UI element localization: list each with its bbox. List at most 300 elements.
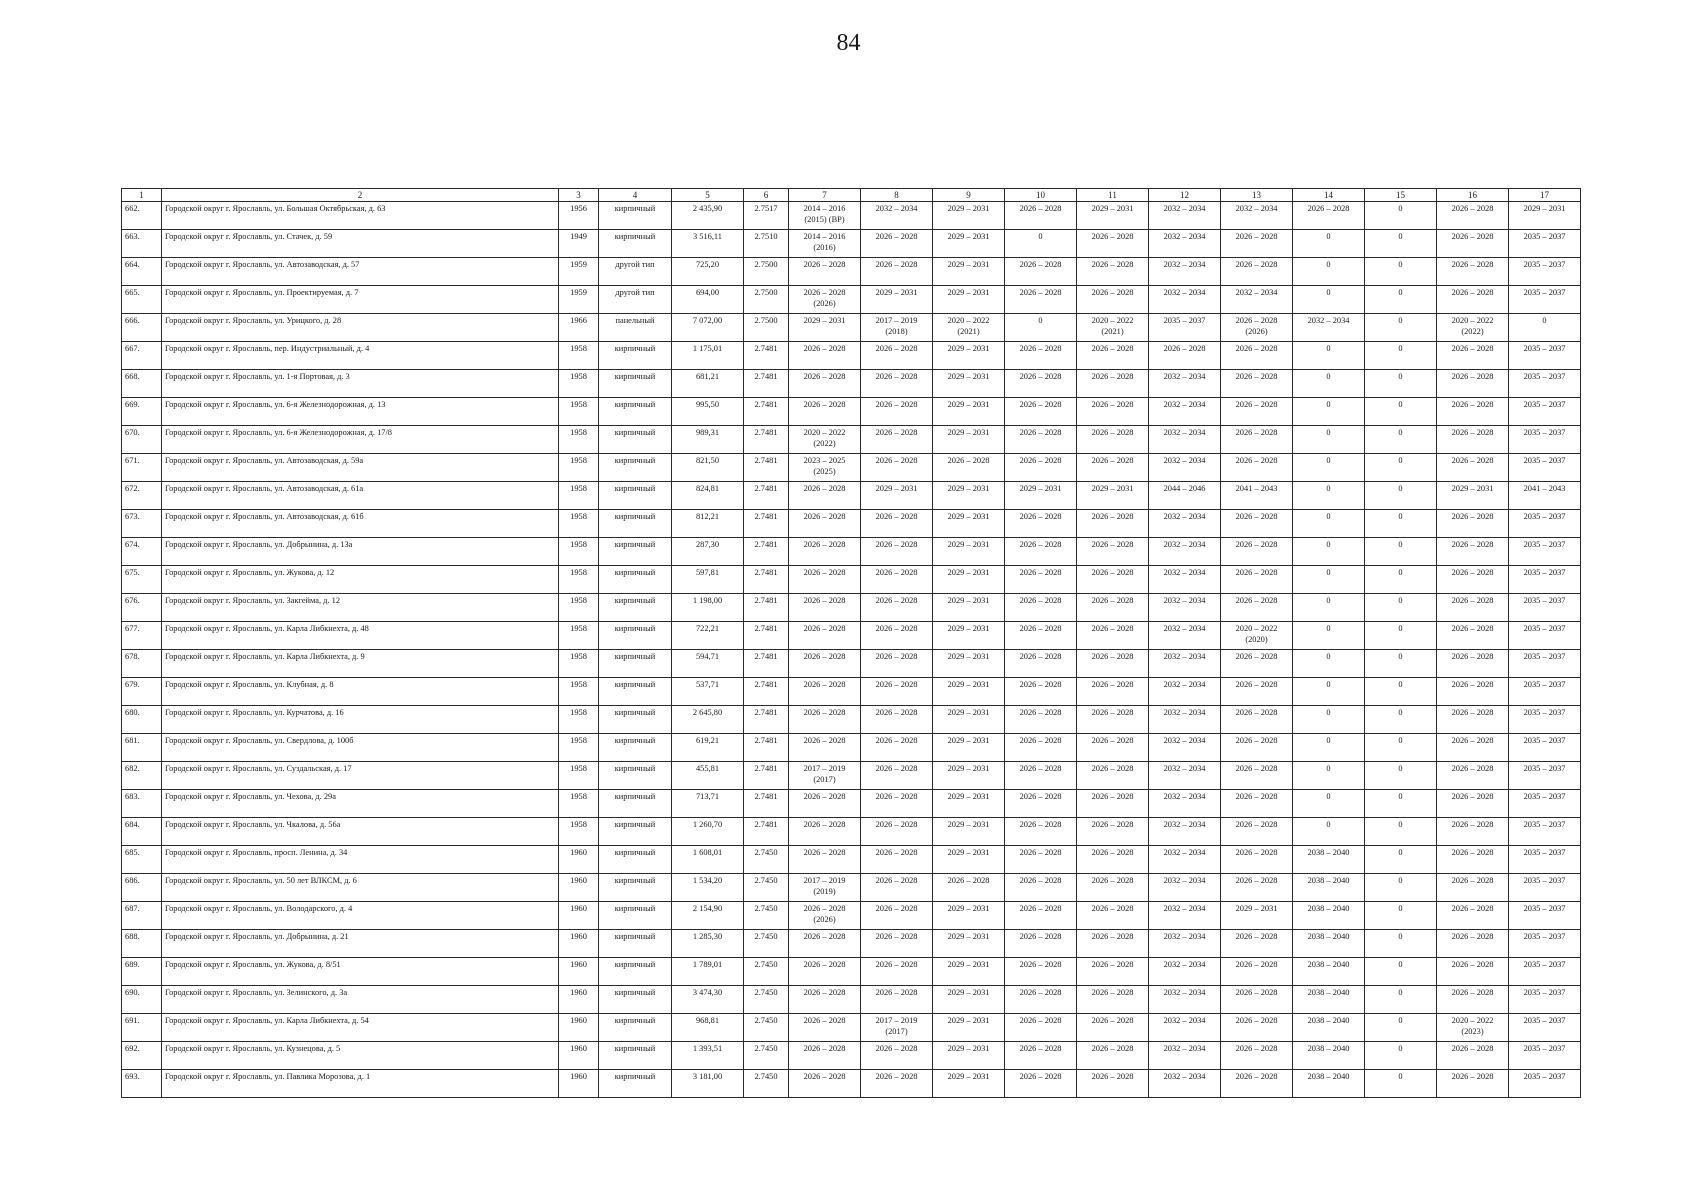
table-cell-col-16: 2026 – 2028 (1437, 818, 1509, 846)
table-cell-col-16: 2026 – 2028 (1437, 1070, 1509, 1098)
table-cell-col-11: 2026 – 2028 (1077, 258, 1149, 286)
table-cell-col-2: Городской округ г. Ярославль, ул. Павлика Морозова, д. 1 (162, 1070, 559, 1098)
table-cell-col-5: 455,81 (672, 762, 744, 790)
table-cell-col-3: 1959 (559, 258, 599, 286)
table-row (122, 706, 1581, 734)
table-cell-col-12: 2032 – 2034 (1149, 230, 1221, 258)
table-cell-col-5: 821,50 (672, 454, 744, 482)
table-cell-col-13: 2026 – 2028 (1221, 258, 1293, 286)
table-cell-col-7: 2026 – 2028 (789, 734, 861, 762)
table-cell-col-11: 2026 – 2028 (1077, 958, 1149, 986)
table-cell-col-7: 2014 – 2016 (2016) (789, 230, 861, 258)
table-cell-col-7: 2026 – 2028 (2026) (789, 902, 861, 930)
table-cell-col-3: 1958 (559, 538, 599, 566)
table-cell-col-6: 2.7500 (744, 286, 789, 314)
table-cell-col-2: Городской округ г. Ярославль, ул. Добрынина, д. 21 (162, 930, 559, 958)
table-cell-col-12: 2032 – 2034 (1149, 986, 1221, 1014)
table-cell-col-6: 2.7481 (744, 818, 789, 846)
table-cell-col-8: 2026 – 2028 (861, 622, 933, 650)
table-cell-col-13: 2026 – 2028 (1221, 986, 1293, 1014)
table-cell-col-1: 667. (122, 342, 162, 370)
table-cell-col-4: кирпичный (599, 678, 672, 706)
table-row (122, 846, 1581, 874)
table-cell-col-14: 2038 – 2040 (1293, 958, 1365, 986)
table-cell-col-4: кирпичный (599, 790, 672, 818)
table-cell-col-3: 1960 (559, 902, 599, 930)
table-cell-col-10: 2026 – 2028 (1005, 538, 1077, 566)
table-cell-col-13: 2026 – 2028 (1221, 706, 1293, 734)
table-cell-col-2: Городской округ г. Ярославль, ул. Кузнецова, д. 5 (162, 1042, 559, 1070)
table-cell-col-16: 2026 – 2028 (1437, 230, 1509, 258)
table-cell-col-7: 2026 – 2028 (789, 930, 861, 958)
table-cell-col-12: 2032 – 2034 (1149, 622, 1221, 650)
table-cell-col-8: 2026 – 2028 (861, 958, 933, 986)
table-cell-col-6: 2.7481 (744, 594, 789, 622)
table-cell-col-14: 0 (1293, 286, 1365, 314)
table-cell-col-15: 0 (1365, 566, 1437, 594)
table-cell-col-4: кирпичный (599, 538, 672, 566)
table-cell-col-6: 2.7481 (744, 454, 789, 482)
table-row (122, 258, 1581, 286)
table-cell-col-10: 2026 – 2028 (1005, 874, 1077, 902)
table-cell-col-10: 2026 – 2028 (1005, 650, 1077, 678)
table-cell-col-13: 2026 – 2028 (1221, 790, 1293, 818)
table-cell-col-1: 684. (122, 818, 162, 846)
table-cell-col-15: 0 (1365, 370, 1437, 398)
table-cell-col-15: 0 (1365, 258, 1437, 286)
table-cell-col-12: 2032 – 2034 (1149, 734, 1221, 762)
table-cell-col-4: кирпичный (599, 902, 672, 930)
table-cell-col-17: 2035 – 2037 (1509, 678, 1581, 706)
table-cell-col-14: 2038 – 2040 (1293, 846, 1365, 874)
table-cell-col-13: 2026 – 2028 (1221, 678, 1293, 706)
table-cell-col-3: 1960 (559, 1042, 599, 1070)
table-cell-col-9: 2029 – 2031 (933, 762, 1005, 790)
column-number-7: 7 (789, 189, 861, 202)
table-cell-col-11: 2026 – 2028 (1077, 594, 1149, 622)
table-row (122, 958, 1581, 986)
table-cell-col-7: 2026 – 2028 (789, 594, 861, 622)
table-cell-col-9: 2029 – 2031 (933, 622, 1005, 650)
table-cell-col-16: 2026 – 2028 (1437, 958, 1509, 986)
table-cell-col-13: 2026 – 2028 (1221, 818, 1293, 846)
table-cell-col-3: 1958 (559, 566, 599, 594)
table-row (122, 622, 1581, 650)
table-cell-col-14: 0 (1293, 538, 1365, 566)
table-cell-col-10: 2026 – 2028 (1005, 986, 1077, 1014)
table-cell-col-11: 2026 – 2028 (1077, 678, 1149, 706)
table-cell-col-10: 2026 – 2028 (1005, 426, 1077, 454)
table-cell-col-10: 2026 – 2028 (1005, 1042, 1077, 1070)
table-cell-col-16: 2026 – 2028 (1437, 510, 1509, 538)
table-cell-col-4: кирпичный (599, 398, 672, 426)
table-cell-col-5: 681,21 (672, 370, 744, 398)
table-cell-col-16: 2026 – 2028 (1437, 650, 1509, 678)
table-cell-col-1: 691. (122, 1014, 162, 1042)
table-cell-col-9: 2029 – 2031 (933, 594, 1005, 622)
table-cell-col-1: 671. (122, 454, 162, 482)
table-cell-col-4: кирпичный (599, 202, 672, 230)
table-cell-col-1: 690. (122, 986, 162, 1014)
table-row (122, 1014, 1581, 1042)
table-cell-col-11: 2026 – 2028 (1077, 398, 1149, 426)
table-cell-col-2: Городской округ г. Ярославль, ул. Автозаводская, д. 61б (162, 510, 559, 538)
table-cell-col-17: 2035 – 2037 (1509, 342, 1581, 370)
column-number-11: 11 (1077, 189, 1149, 202)
table-cell-col-17: 2035 – 2037 (1509, 706, 1581, 734)
table-cell-col-10: 2026 – 2028 (1005, 678, 1077, 706)
table-cell-col-14: 0 (1293, 762, 1365, 790)
column-number-17: 17 (1509, 189, 1581, 202)
schedule-table (121, 188, 1581, 1098)
table-cell-col-16: 2026 – 2028 (1437, 370, 1509, 398)
table-cell-col-6: 2.7481 (744, 706, 789, 734)
table-cell-col-2: Городской округ г. Ярославль, ул. Чкалова, д. 56а (162, 818, 559, 846)
column-number-4: 4 (599, 189, 672, 202)
table-cell-col-16: 2026 – 2028 (1437, 678, 1509, 706)
table-cell-col-4: кирпичный (599, 454, 672, 482)
table-cell-col-8: 2029 – 2031 (861, 286, 933, 314)
table-cell-col-4: кирпичный (599, 706, 672, 734)
table-cell-col-13: 2026 – 2028 (1221, 426, 1293, 454)
table-cell-col-17: 2035 – 2037 (1509, 510, 1581, 538)
table-cell-col-5: 824,81 (672, 482, 744, 510)
table-cell-col-12: 2032 – 2034 (1149, 370, 1221, 398)
table-cell-col-9: 2029 – 2031 (933, 734, 1005, 762)
table-cell-col-17: 2029 – 2031 (1509, 202, 1581, 230)
table-cell-col-2: Городской округ г. Ярославль, ул. Автозаводская, д. 61а (162, 482, 559, 510)
table-cell-col-7: 2026 – 2028 (789, 818, 861, 846)
table-cell-col-8: 2026 – 2028 (861, 874, 933, 902)
table-cell-col-8: 2026 – 2028 (861, 734, 933, 762)
table-cell-col-1: 665. (122, 286, 162, 314)
table-cell-col-13: 2026 – 2028 (1221, 342, 1293, 370)
table-cell-col-8: 2026 – 2028 (861, 1042, 933, 1070)
table-cell-col-9: 2026 – 2028 (933, 454, 1005, 482)
table-cell-col-12: 2032 – 2034 (1149, 1070, 1221, 1098)
table-cell-col-14: 0 (1293, 454, 1365, 482)
table-cell-col-17: 2035 – 2037 (1509, 818, 1581, 846)
table-cell-col-14: 0 (1293, 398, 1365, 426)
table-cell-col-12: 2032 – 2034 (1149, 902, 1221, 930)
table-cell-col-3: 1958 (559, 734, 599, 762)
table-cell-col-14: 2038 – 2040 (1293, 874, 1365, 902)
table-cell-col-16: 2026 – 2028 (1437, 594, 1509, 622)
table-cell-col-4: кирпичный (599, 986, 672, 1014)
table-cell-col-1: 692. (122, 1042, 162, 1070)
table-row (122, 510, 1581, 538)
table-cell-col-13: 2026 – 2028 (1221, 510, 1293, 538)
table-cell-col-11: 2026 – 2028 (1077, 762, 1149, 790)
table-cell-col-5: 619,21 (672, 734, 744, 762)
table-cell-col-13: 2026 – 2028 (1221, 398, 1293, 426)
table-row (122, 538, 1581, 566)
table-cell-col-14: 0 (1293, 706, 1365, 734)
table-cell-col-2: Городской округ г. Ярославль, ул. Курчатова, д. 16 (162, 706, 559, 734)
table-cell-col-10: 2026 – 2028 (1005, 1070, 1077, 1098)
table-cell-col-7: 2026 – 2028 (789, 986, 861, 1014)
table-cell-col-5: 1 534,20 (672, 874, 744, 902)
table-cell-col-13: 2026 – 2028 (1221, 762, 1293, 790)
table-cell-col-11: 2020 – 2022 (2021) (1077, 314, 1149, 342)
table-cell-col-2: Городской округ г. Ярославль, ул. Суздальская, д. 17 (162, 762, 559, 790)
table-cell-col-1: 693. (122, 1070, 162, 1098)
table-cell-col-8: 2029 – 2031 (861, 482, 933, 510)
column-number-16: 16 (1437, 189, 1509, 202)
table-cell-col-3: 1966 (559, 314, 599, 342)
table-cell-col-11: 2026 – 2028 (1077, 734, 1149, 762)
table-cell-col-9: 2029 – 2031 (933, 342, 1005, 370)
table-cell-col-6: 2.7500 (744, 314, 789, 342)
table-cell-col-11: 2026 – 2028 (1077, 846, 1149, 874)
table-cell-col-3: 1958 (559, 594, 599, 622)
table-cell-col-2: Городской округ г. Ярославль, ул. Стачек, д. 59 (162, 230, 559, 258)
table-cell-col-2: Городской округ г. Ярославль, ул. Урицкого, д. 28 (162, 314, 559, 342)
table-cell-col-3: 1958 (559, 370, 599, 398)
table-cell-col-10: 2026 – 2028 (1005, 762, 1077, 790)
table-cell-col-7: 2026 – 2028 (789, 622, 861, 650)
table-cell-col-7: 2023 – 2025 (2025) (789, 454, 861, 482)
table-cell-col-1: 679. (122, 678, 162, 706)
table-cell-col-13: 2026 – 2028 (1221, 538, 1293, 566)
table-cell-col-5: 995,50 (672, 398, 744, 426)
table-cell-col-14: 0 (1293, 734, 1365, 762)
table-cell-col-7: 2026 – 2028 (789, 482, 861, 510)
table-cell-col-12: 2032 – 2034 (1149, 790, 1221, 818)
table-cell-col-15: 0 (1365, 594, 1437, 622)
table-cell-col-15: 0 (1365, 482, 1437, 510)
table-cell-col-8: 2026 – 2028 (861, 706, 933, 734)
table-cell-col-2: Городской округ г. Ярославль, ул. Проектируемая, д. 7 (162, 286, 559, 314)
table-cell-col-7: 2026 – 2028 (789, 650, 861, 678)
table-cell-col-12: 2032 – 2034 (1149, 678, 1221, 706)
table-cell-col-10: 2026 – 2028 (1005, 706, 1077, 734)
table-cell-col-8: 2026 – 2028 (861, 762, 933, 790)
table-cell-col-11: 2029 – 2031 (1077, 202, 1149, 230)
table-cell-col-12: 2032 – 2034 (1149, 762, 1221, 790)
table-cell-col-10: 2026 – 2028 (1005, 958, 1077, 986)
table-cell-col-3: 1960 (559, 958, 599, 986)
table-cell-col-2: Городской округ г. Ярославль, ул. Закгейма, д. 12 (162, 594, 559, 622)
table-cell-col-8: 2026 – 2028 (861, 846, 933, 874)
table-cell-col-5: 1 285,30 (672, 930, 744, 958)
table-cell-col-7: 2026 – 2028 (789, 678, 861, 706)
table-cell-col-4: кирпичный (599, 510, 672, 538)
table-cell-col-10: 2026 – 2028 (1005, 930, 1077, 958)
column-number-15: 15 (1365, 189, 1437, 202)
table-cell-col-8: 2026 – 2028 (861, 566, 933, 594)
table-cell-col-4: кирпичный (599, 482, 672, 510)
table-row (122, 594, 1581, 622)
table-cell-col-14: 0 (1293, 510, 1365, 538)
table-row (122, 230, 1581, 258)
table-cell-col-16: 2026 – 2028 (1437, 986, 1509, 1014)
table-cell-col-8: 2017 – 2019 (2017) (861, 1014, 933, 1042)
table-cell-col-3: 1960 (559, 1070, 599, 1098)
table-cell-col-1: 688. (122, 930, 162, 958)
table-cell-col-14: 0 (1293, 566, 1365, 594)
table-cell-col-2: Городской округ г. Ярославль, пер. Индустриальный, д. 4 (162, 342, 559, 370)
table-cell-col-5: 1 198,00 (672, 594, 744, 622)
table-cell-col-6: 2.7481 (744, 538, 789, 566)
table-cell-col-16: 2026 – 2028 (1437, 202, 1509, 230)
table-cell-col-17: 2035 – 2037 (1509, 1042, 1581, 1070)
table-cell-col-1: 669. (122, 398, 162, 426)
table-cell-col-12: 2032 – 2034 (1149, 874, 1221, 902)
table-cell-col-3: 1958 (559, 622, 599, 650)
table-cell-col-2: Городской округ г. Ярославль, ул. 6-я Железнодорожная, д. 17/8 (162, 426, 559, 454)
table-cell-col-15: 0 (1365, 1042, 1437, 1070)
table-cell-col-3: 1956 (559, 202, 599, 230)
table-cell-col-15: 0 (1365, 1014, 1437, 1042)
table-cell-col-14: 0 (1293, 622, 1365, 650)
table-cell-col-8: 2026 – 2028 (861, 510, 933, 538)
table-cell-col-10: 0 (1005, 314, 1077, 342)
table-cell-col-11: 2026 – 2028 (1077, 1070, 1149, 1098)
table-cell-col-13: 2032 – 2034 (1221, 286, 1293, 314)
table-cell-col-10: 2026 – 2028 (1005, 902, 1077, 930)
table-cell-col-7: 2026 – 2028 (789, 790, 861, 818)
table-cell-col-12: 2032 – 2034 (1149, 202, 1221, 230)
table-cell-col-6: 2.7450 (744, 1070, 789, 1098)
table-cell-col-2: Городской округ г. Ярославль, ул. 1-я Портовая, д. 3 (162, 370, 559, 398)
table-cell-col-15: 0 (1365, 314, 1437, 342)
table-cell-col-2: Городской округ г. Ярославль, ул. Карла Либкнехта, д. 54 (162, 1014, 559, 1042)
table-cell-col-9: 2029 – 2031 (933, 482, 1005, 510)
table-cell-col-17: 2035 – 2037 (1509, 454, 1581, 482)
table-cell-col-15: 0 (1365, 1070, 1437, 1098)
table-cell-col-1: 672. (122, 482, 162, 510)
table-row (122, 482, 1581, 510)
table-cell-col-14: 2032 – 2034 (1293, 314, 1365, 342)
table-row (122, 986, 1581, 1014)
table-cell-col-5: 713,71 (672, 790, 744, 818)
table-cell-col-11: 2026 – 2028 (1077, 286, 1149, 314)
table-cell-col-9: 2029 – 2031 (933, 846, 1005, 874)
table-cell-col-13: 2026 – 2028 (1221, 846, 1293, 874)
table-row (122, 342, 1581, 370)
table-cell-col-5: 2 645,80 (672, 706, 744, 734)
table-cell-col-2: Городской округ г. Ярославль, ул. Большая Октябрьская, д. 63 (162, 202, 559, 230)
table-cell-col-2: Городской округ г. Ярославль, ул. Зелинского, д. 3а (162, 986, 559, 1014)
table-cell-col-3: 1958 (559, 818, 599, 846)
table-cell-col-9: 2029 – 2031 (933, 958, 1005, 986)
table-cell-col-12: 2032 – 2034 (1149, 706, 1221, 734)
table-cell-col-14: 0 (1293, 482, 1365, 510)
table-cell-col-4: кирпичный (599, 1042, 672, 1070)
table-cell-col-8: 2026 – 2028 (861, 370, 933, 398)
table-cell-col-6: 2.7481 (744, 398, 789, 426)
table-cell-col-6: 2.7450 (744, 1042, 789, 1070)
table-cell-col-5: 694,00 (672, 286, 744, 314)
table-cell-col-4: кирпичный (599, 818, 672, 846)
table-cell-col-15: 0 (1365, 762, 1437, 790)
table-cell-col-4: кирпичный (599, 874, 672, 902)
table-cell-col-11: 2026 – 2028 (1077, 622, 1149, 650)
table-cell-col-16: 2020 – 2022 (2022) (1437, 314, 1509, 342)
schedule-table-container (121, 188, 1581, 1098)
table-cell-col-1: 673. (122, 510, 162, 538)
table-cell-col-8: 2026 – 2028 (861, 258, 933, 286)
table-cell-col-3: 1958 (559, 342, 599, 370)
table-cell-col-7: 2026 – 2028 (789, 566, 861, 594)
table-cell-col-7: 2026 – 2028 (789, 846, 861, 874)
table-cell-col-4: кирпичный (599, 370, 672, 398)
table-cell-col-13: 2026 – 2028 (1221, 230, 1293, 258)
column-number-1: 1 (122, 189, 162, 202)
table-cell-col-3: 1958 (559, 510, 599, 538)
table-cell-col-15: 0 (1365, 678, 1437, 706)
table-cell-col-17: 2035 – 2037 (1509, 734, 1581, 762)
table-body (122, 202, 1581, 1098)
table-cell-col-5: 2 154,90 (672, 902, 744, 930)
table-cell-col-9: 2029 – 2031 (933, 398, 1005, 426)
table-cell-col-17: 2035 – 2037 (1509, 650, 1581, 678)
table-cell-col-5: 1 393,51 (672, 1042, 744, 1070)
table-cell-col-5: 3 516,11 (672, 230, 744, 258)
table-cell-col-1: 670. (122, 426, 162, 454)
table-row (122, 1042, 1581, 1070)
table-cell-col-1: 677. (122, 622, 162, 650)
table-cell-col-9: 2029 – 2031 (933, 678, 1005, 706)
table-cell-col-16: 2026 – 2028 (1437, 454, 1509, 482)
table-cell-col-11: 2026 – 2028 (1077, 818, 1149, 846)
table-cell-col-17: 2035 – 2037 (1509, 230, 1581, 258)
table-cell-col-6: 2.7450 (744, 930, 789, 958)
table-cell-col-4: другой тип (599, 286, 672, 314)
table-cell-col-15: 0 (1365, 902, 1437, 930)
table-row (122, 398, 1581, 426)
table-cell-col-10: 2026 – 2028 (1005, 398, 1077, 426)
table-cell-col-4: кирпичный (599, 734, 672, 762)
table-cell-col-5: 287,30 (672, 538, 744, 566)
table-cell-col-17: 0 (1509, 314, 1581, 342)
table-cell-col-17: 2035 – 2037 (1509, 1014, 1581, 1042)
table-cell-col-14: 0 (1293, 426, 1365, 454)
table-cell-col-17: 2035 – 2037 (1509, 930, 1581, 958)
table-cell-col-8: 2026 – 2028 (861, 538, 933, 566)
table-cell-col-15: 0 (1365, 930, 1437, 958)
table-cell-col-9: 2029 – 2031 (933, 1070, 1005, 1098)
table-cell-col-17: 2035 – 2037 (1509, 622, 1581, 650)
column-number-6: 6 (744, 189, 789, 202)
table-cell-col-5: 968,81 (672, 1014, 744, 1042)
table-cell-col-3: 1960 (559, 1014, 599, 1042)
table-cell-col-13: 2026 – 2028 (1221, 370, 1293, 398)
table-cell-col-17: 2035 – 2037 (1509, 426, 1581, 454)
table-cell-col-7: 2026 – 2028 (789, 1014, 861, 1042)
table-cell-col-11: 2026 – 2028 (1077, 986, 1149, 1014)
table-cell-col-1: 663. (122, 230, 162, 258)
table-cell-col-17: 2035 – 2037 (1509, 762, 1581, 790)
table-row (122, 426, 1581, 454)
table-row (122, 930, 1581, 958)
table-cell-col-16: 2026 – 2028 (1437, 538, 1509, 566)
table-cell-col-10: 2026 – 2028 (1005, 202, 1077, 230)
table-cell-col-13: 2041 – 2043 (1221, 482, 1293, 510)
table-cell-col-2: Городской округ г. Ярославль, ул. Чехова, д. 29а (162, 790, 559, 818)
table-cell-col-10: 2026 – 2028 (1005, 370, 1077, 398)
table-cell-col-3: 1960 (559, 930, 599, 958)
table-cell-col-6: 2.7450 (744, 846, 789, 874)
table-cell-col-10: 2026 – 2028 (1005, 258, 1077, 286)
table-cell-col-4: кирпичный (599, 1014, 672, 1042)
table-cell-col-14: 0 (1293, 342, 1365, 370)
table-cell-col-14: 0 (1293, 370, 1365, 398)
table-cell-col-17: 2035 – 2037 (1509, 566, 1581, 594)
table-cell-col-6: 2.7481 (744, 426, 789, 454)
table-cell-col-14: 2038 – 2040 (1293, 1042, 1365, 1070)
